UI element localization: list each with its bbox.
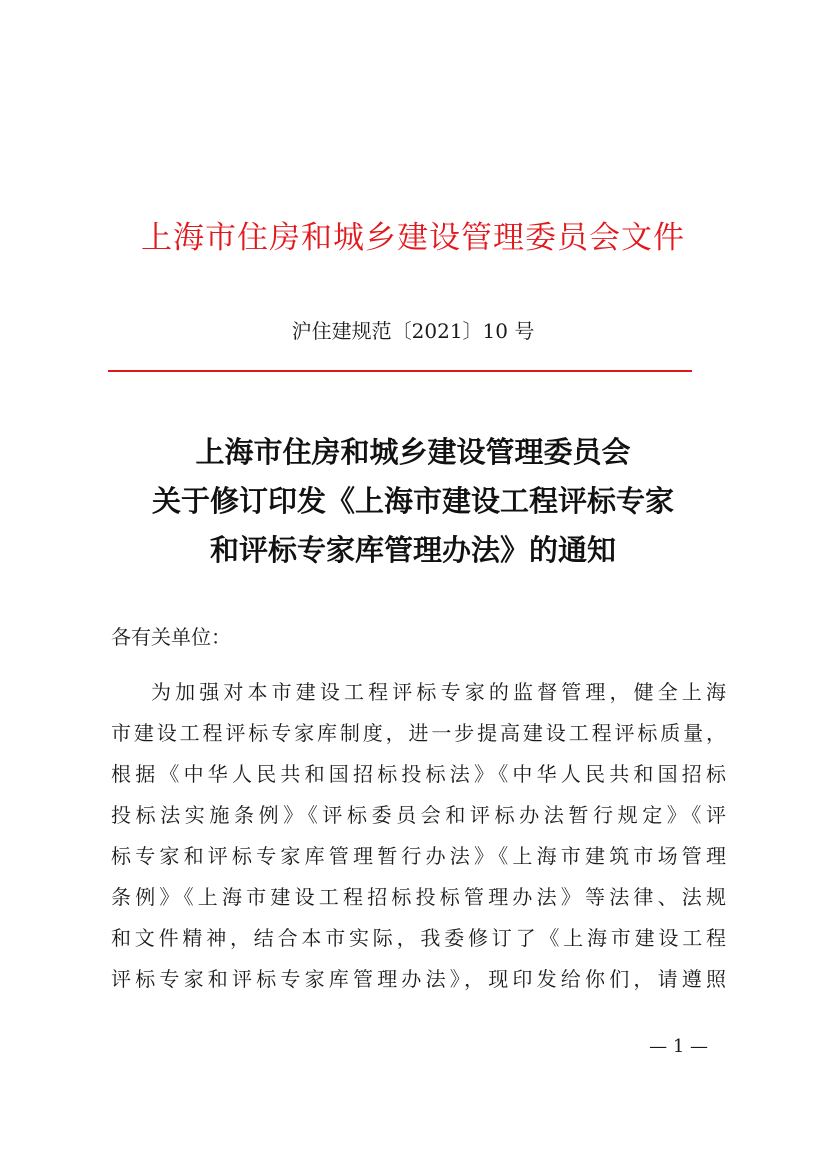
paragraph-line: 市建设工程评标专家库制度，进一步提高建设工程评标质量， — [111, 721, 726, 745]
document-number: 沪住建规范〔2021〕10 号 — [291, 319, 535, 343]
paragraph-line: 评标专家和评标专家库管理办法》，现印发给你们，请遵照 — [111, 967, 726, 991]
document-title — [0, 428, 826, 575]
paragraph-line: 和文件精神，结合本市实际，我委修订了《上海市建设工程 — [111, 926, 726, 950]
title-line: 上海市住房和城乡建设管理委员会 — [195, 435, 631, 469]
paragraph-line: 为加强对本市建设工程评标专家的监督管理，健全上海 — [151, 680, 726, 704]
paragraph-line: 标专家和评标专家库管理暂行办法》《上海市建筑市场管理 — [111, 844, 726, 868]
document-body — [111, 622, 726, 1000]
body-paragraph — [111, 672, 726, 1000]
paragraph-line: 投标法实施条例》《评标委员会和评标办法暂行规定》《评 — [111, 803, 726, 827]
title-line: 关于修订印发《上海市建设工程评标专家 — [151, 484, 674, 518]
issuer-header: 上海市住房和城乡建设管理委员会文件 — [141, 220, 685, 256]
salutation: 各有关单位： — [111, 625, 231, 649]
page-number: — 1 — — [649, 1036, 708, 1057]
red-divider-line — [108, 370, 692, 372]
title-line: 和评标专家库管理办法》的通知 — [209, 533, 616, 567]
paragraph-line: 根据《中华人民共和国招标投标法》《中华人民共和国招标 — [111, 762, 726, 786]
paragraph-line: 条例》《上海市建设工程招标投标管理办法》等法律、法规 — [111, 885, 726, 909]
